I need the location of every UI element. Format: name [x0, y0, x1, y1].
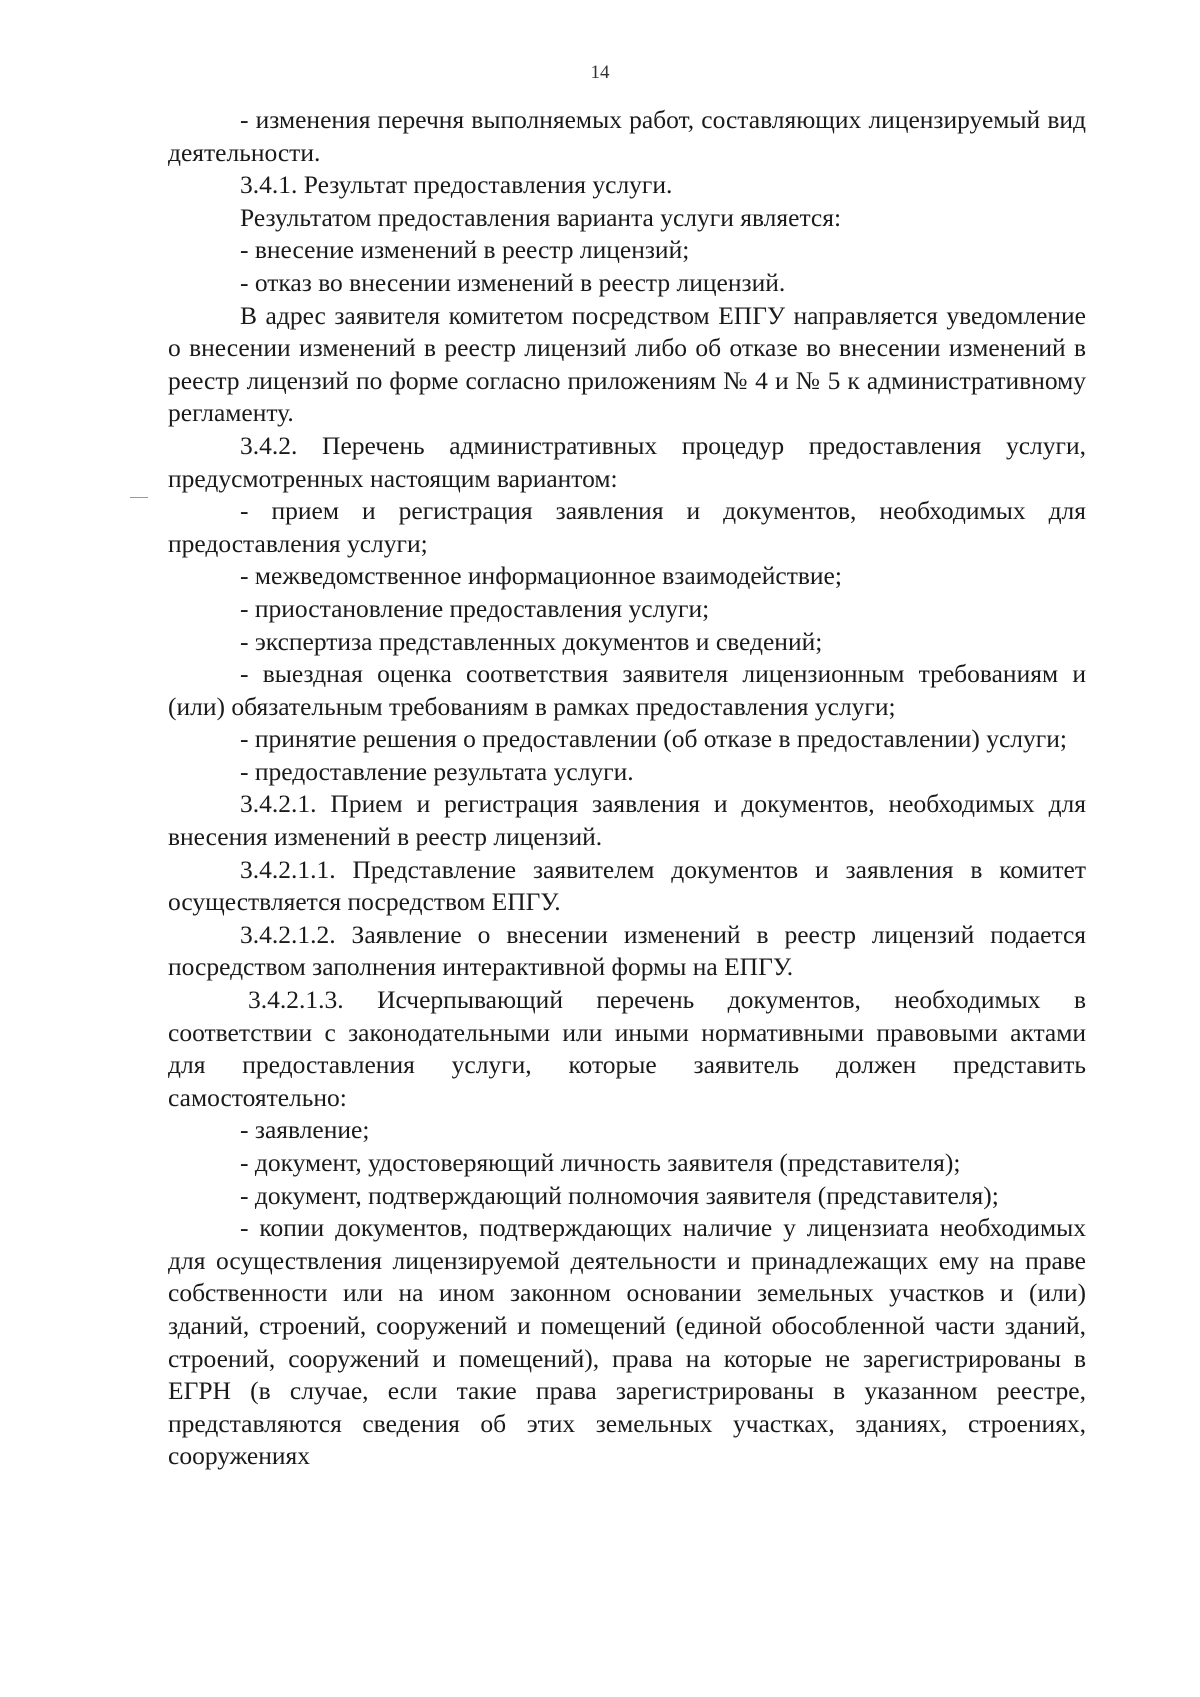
margin-mark [130, 497, 148, 498]
paragraph-procedure-field-assessment: - выездная оценка соответствия заявителя лицензионным требованиям и (или) обязательным требованиям в рамках предоставления услуги; [168, 659, 1086, 721]
paragraph-document-authority: - документ, подтверждающий полномочия заявителя (представителя); [240, 1180, 999, 1210]
page-number: 14 [590, 62, 610, 83]
paragraph-procedure-result: - предоставление результата услуги. [240, 756, 634, 786]
paragraph-changes-list-item: - изменения перечня выполняемых работ, составляющих лицензируемый вид деятельности. [168, 105, 1086, 167]
paragraph-section-3-4-1-heading: 3.4.1. Результат предоставления услуги. [240, 170, 673, 200]
document-body [168, 104, 1086, 1473]
paragraph-section-3-4-2-1-1: 3.4.2.1.1. Представление заявителем документов и заявления в комитет осуществляется посредством ЕПГУ. [168, 854, 1086, 917]
paragraph-document-identity: - документ, удостоверяющий личность заявителя (представителя); [240, 1148, 961, 1177]
paragraph-result-intro: Результатом предоставления варианта услуги является: [240, 202, 842, 232]
paragraph-notification: В адрес заявителя комитетом посредством ЕПГУ направляется уведомление о внесении изменений в реестр лицензий либо об отказе во внесении изменений в реестр лицензий по форме согласно приложениям № 4 и № 5 к административному регламенту. [168, 300, 1086, 428]
paragraph-result-item-refusal: - отказ во внесении изменений в реестр лицензий. [240, 267, 786, 297]
paragraph-procedure-decision: - принятие решения о предоставлении (об отказе в предоставлении) услуги; [240, 724, 1067, 754]
paragraph-section-3-4-2-1-3: 3.4.2.1.3. Исчерпывающий перечень документов, необходимых в соответствии с законодательными или иными нормативными правовыми актами для предоставления услуги, которые заявитель должен представить самостоятельно: [168, 985, 1086, 1112]
paragraph-procedure-suspension: - приостановление предоставления услуги; [240, 593, 710, 623]
paragraph-procedure-expertise: - экспертиза представленных документов и сведений; [240, 626, 823, 656]
paragraph-section-3-4-2-heading: 3.4.2. Перечень административных процедур предоставления услуги, предусмотренных настоящим вариантом: [168, 430, 1086, 493]
paragraph-document-property-copies: - копии документов, подтверждающих наличие у лицензиата необходимых для осуществления лицензируемой деятельности и принадлежащих ему на праве собственности или на ином законном основании земельных участков и (или) зданий, строений, сооружений и помещений (единой обособленной части зданий, строений, сооружений и помещений), права на которые не зарегистрированы в ЕГРН (в случае, если такие права зарегистрированы в указанном реестре, представляются сведения об этих земельных участках, зданиях, строениях, сооружениях [168, 1213, 1086, 1471]
paragraph-result-item-changes: - внесение изменений в реестр лицензий; [240, 235, 690, 265]
paragraph-section-3-4-2-1-2: 3.4.2.1.2. Заявление о внесении изменений в реестр лицензий подается посредством заполнения интерактивной формы на ЕПГУ. [168, 919, 1086, 982]
paragraph-procedure-reception: - прием и регистрация заявления и документов, необходимых для предоставления услуги; [168, 496, 1086, 558]
paragraph-section-3-4-2-1: 3.4.2.1. Прием и регистрация заявления и документов, необходимых для внесения изменений в реестр лицензий. [168, 789, 1086, 852]
paragraph-procedure-interagency: - межведомственное информационное взаимодействие; [240, 561, 842, 591]
paragraph-document-application: - заявление; [240, 1115, 370, 1145]
